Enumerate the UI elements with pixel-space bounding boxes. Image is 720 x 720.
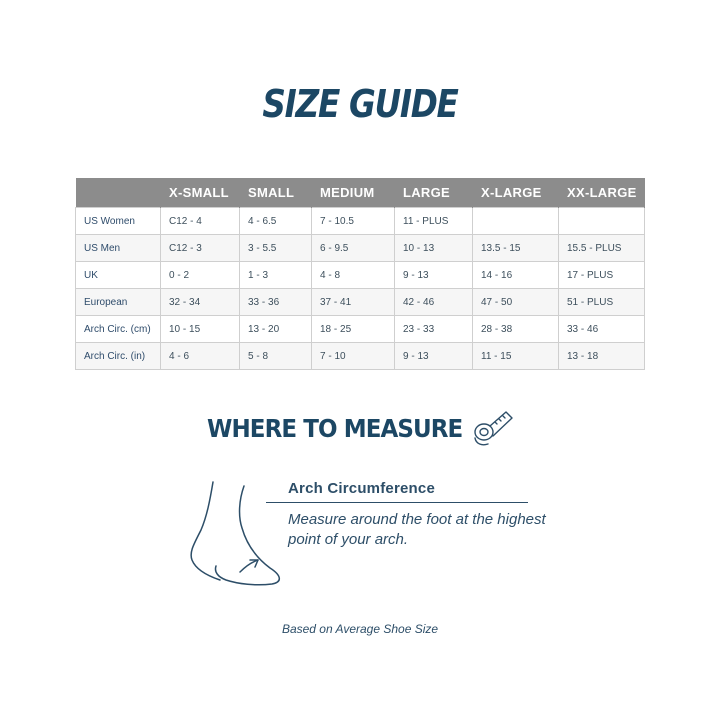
header-cell-medium: MEDIUM	[312, 178, 395, 208]
table-cell: 11 - PLUS	[395, 208, 473, 235]
row-label: European	[76, 289, 161, 316]
table-cell	[559, 208, 645, 235]
section-title-where-to-measure: WHERE TO MEASURE	[207, 414, 463, 443]
row-label: UK	[76, 262, 161, 289]
size-table	[75, 178, 645, 370]
table-cell: C12 - 4	[161, 208, 240, 235]
table-row	[76, 343, 645, 370]
table-row	[76, 208, 645, 235]
arch-circumference-heading: Arch Circumference	[288, 480, 435, 497]
row-label: US Women	[76, 208, 161, 235]
row-label: Arch Circ. (in)	[76, 343, 161, 370]
table-row	[76, 235, 645, 262]
table-cell: 23 - 33	[395, 316, 473, 343]
foot-illustration	[186, 476, 286, 592]
row-label: US Men	[76, 235, 161, 262]
table-cell: 9 - 13	[395, 262, 473, 289]
table-cell: 47 - 50	[473, 289, 559, 316]
table-cell: 0 - 2	[161, 262, 240, 289]
table-cell: 37 - 41	[312, 289, 395, 316]
footnote: Based on Average Shoe Size	[281, 622, 439, 636]
table-cell: 13.5 - 15	[473, 235, 559, 262]
table-cell: 4 - 6.5	[240, 208, 312, 235]
table-cell: 3 - 5.5	[240, 235, 312, 262]
row-label: Arch Circ. (cm)	[76, 316, 161, 343]
table-cell: 51 - PLUS	[559, 289, 645, 316]
table-cell: 10 - 13	[395, 235, 473, 262]
header-cell-xsmall: X-SMALL	[161, 178, 240, 208]
table-cell: 9 - 13	[395, 343, 473, 370]
arch-circumference-description: Measure around the foot at the highest point of your arch.	[288, 511, 546, 548]
table-cell: 28 - 38	[473, 316, 559, 343]
heading-divider	[266, 502, 528, 503]
table-cell: 10 - 15	[161, 316, 240, 343]
table-row	[76, 262, 645, 289]
table-cell: 18 - 25	[312, 316, 395, 343]
table-row	[76, 289, 645, 316]
table-cell: 15.5 - PLUS	[559, 235, 645, 262]
measuring-tape-icon	[470, 408, 516, 448]
table-cell: 7 - 10.5	[312, 208, 395, 235]
table-cell: 11 - 15	[473, 343, 559, 370]
header-cell-blank	[76, 178, 161, 208]
table-cell: 4 - 6	[161, 343, 240, 370]
page-title: SIZE GUIDE	[262, 82, 458, 126]
table-cell: 5 - 8	[240, 343, 312, 370]
table-cell: 17 - PLUS	[559, 262, 645, 289]
table-header-row	[76, 178, 645, 208]
header-cell-large: LARGE	[395, 178, 473, 208]
table-cell: 1 - 3	[240, 262, 312, 289]
header-cell-xlarge: X-LARGE	[473, 178, 559, 208]
table-cell: 7 - 10	[312, 343, 395, 370]
table-cell: 13 - 20	[240, 316, 312, 343]
table-row	[76, 316, 645, 343]
table-cell: 4 - 8	[312, 262, 395, 289]
header-cell-xxlarge: XX-LARGE	[559, 178, 645, 208]
header-cell-small: SMALL	[240, 178, 312, 208]
table-cell: 13 - 18	[559, 343, 645, 370]
table-cell: 14 - 16	[473, 262, 559, 289]
table-cell: 6 - 9.5	[312, 235, 395, 262]
table-cell: 32 - 34	[161, 289, 240, 316]
table-cell	[473, 208, 559, 235]
table-cell: 33 - 46	[559, 316, 645, 343]
table-cell: 42 - 46	[395, 289, 473, 316]
table-cell: C12 - 3	[161, 235, 240, 262]
table-cell: 33 - 36	[240, 289, 312, 316]
